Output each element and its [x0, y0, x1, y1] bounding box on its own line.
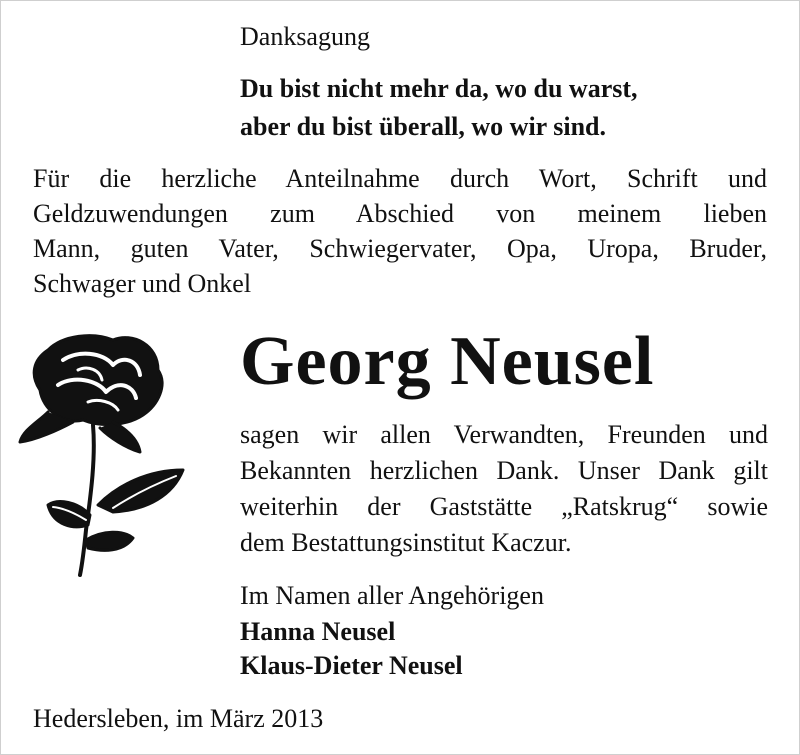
place-date: Hedersleben, im März 2013 [33, 704, 324, 733]
intro-line-1: Für die herzliche Anteilnahme durch Wort, Schrift und [33, 164, 767, 193]
thanks-line-1: sagen wir allen Verwandten, Freunden und [240, 420, 768, 449]
signature-intro: Im Namen aller Angehörigen [240, 581, 544, 610]
quote-line-1: Du bist nicht mehr da, wo du warst, [240, 74, 638, 103]
signatory-1: Hanna Neusel [240, 617, 396, 646]
heading: Danksagung [240, 22, 370, 51]
rose-icon [18, 330, 228, 580]
intro-line-2: Geldzuwendungen zum Abschied von meinem lieben [33, 199, 767, 228]
intro-line-3: Mann, guten Vater, Schwiegervater, Opa, Uropa, Bruder, [33, 234, 767, 263]
intro-line-4: Schwager und Onkel [33, 269, 252, 298]
thanks-line-4: dem Bestattungsinstitut Kaczur. [240, 528, 572, 557]
quote-line-2: aber du bist überall, wo wir sind. [240, 112, 607, 141]
signatory-2: Klaus-Dieter Neusel [240, 651, 463, 680]
thanks-line-2: Bekannten herzlichen Dank. Unser Dank gilt [240, 456, 768, 485]
thanks-line-3: weiterhin der Gaststätte „Ratskrug“ sowie [240, 492, 768, 521]
deceased-name: Georg Neusel [240, 323, 655, 400]
